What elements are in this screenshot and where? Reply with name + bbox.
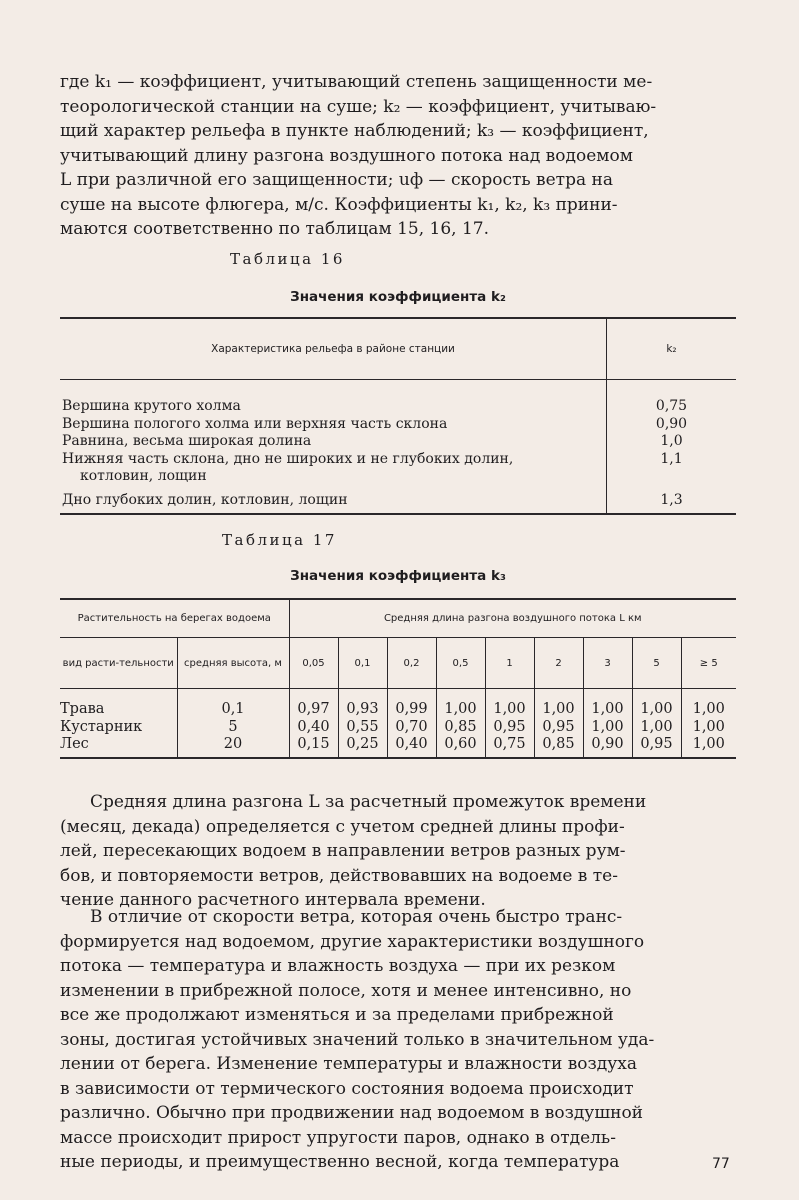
k3-value: 0,85 bbox=[534, 736, 583, 758]
text-line: суше на высоте флюгера, м/с. Коэффициенты k₁, k₂, k₃ прини- bbox=[60, 194, 618, 215]
k3-value: 1,00 bbox=[485, 689, 534, 719]
text-line: учитывающий длину разгона воздушного потока над водоемом bbox=[60, 145, 633, 166]
distance-header: 3 bbox=[583, 638, 632, 689]
distance-header: 0,2 bbox=[387, 638, 436, 689]
table17-label: Таблица 17 bbox=[222, 531, 337, 549]
text-line: бов, и повторяемости ветров, действовавших на водоеме в те- bbox=[60, 865, 618, 886]
table-row bbox=[60, 416, 736, 434]
vegetation-name: Трава bbox=[60, 701, 105, 717]
k2-value: 1,3 bbox=[607, 486, 737, 515]
text-line: В отличие от скорости ветра, которая очень быстро транс- bbox=[90, 907, 623, 927]
k3-value: 0,60 bbox=[436, 736, 485, 758]
relief-desc-line: котловин, лощин bbox=[80, 468, 207, 484]
distance-header: 0,05 bbox=[289, 638, 338, 689]
table17-header-height: средняя высота, м bbox=[177, 638, 289, 689]
table16-header-k2: k₂ bbox=[607, 318, 737, 380]
text-line: лей, пересекающих водоем в направлении ветров разных рум- bbox=[60, 841, 626, 861]
k3-value: 1,00 bbox=[632, 689, 681, 719]
table17-title: Значения коэффициента k₃ bbox=[290, 568, 506, 584]
relief-desc bbox=[60, 451, 607, 486]
table-row bbox=[60, 736, 736, 758]
text-line: формируется над водоемом, другие характеристики воздушного bbox=[60, 931, 645, 952]
vegetation-name: Лес bbox=[60, 736, 177, 758]
k2-value: 1,0 bbox=[660, 433, 683, 449]
k3-value: 1,00 bbox=[681, 689, 736, 719]
vegetation-name: Кустарник bbox=[60, 718, 143, 735]
vegetation-height: 20 bbox=[177, 736, 289, 758]
relief-desc: Вершина крутого холма bbox=[60, 380, 607, 416]
distance-header: 5 bbox=[632, 638, 681, 689]
text-line: массе происходит прирост упругости паров, однако в отдель- bbox=[60, 1127, 616, 1148]
text-line: теорологической станции на суше; k₂ — коэффициент, учитываю- bbox=[60, 96, 657, 117]
k3-value: 1,00 bbox=[681, 736, 736, 758]
table16-label: Таблица 16 bbox=[230, 250, 345, 268]
paragraph-fetch-length bbox=[60, 790, 736, 913]
distance-header: 2 bbox=[534, 638, 583, 689]
text-line: L при различной его защищенности; uф — скорость ветра на bbox=[60, 170, 613, 190]
k3-value: 0,99 bbox=[387, 689, 436, 719]
distance-header: 0,5 bbox=[436, 638, 485, 689]
table16 bbox=[60, 317, 736, 515]
table17-header-vegetation: Растительность на берегах водоема bbox=[60, 599, 289, 638]
vegetation-height: 5 bbox=[177, 719, 289, 737]
k3-value: 0,90 bbox=[583, 736, 632, 758]
text-line: различно. Обычно при продвижении над водоемом в воздушной bbox=[60, 1103, 644, 1123]
table16-title: Значения коэффициента k₂ bbox=[290, 289, 506, 305]
distance-header: 0,1 bbox=[338, 638, 387, 689]
k2-value: 0,90 bbox=[655, 415, 688, 432]
text-line: где k₁ — коэффициент, учитывающий степень защищенности ме- bbox=[60, 72, 653, 92]
text-line: щий характер рельефа в пункте наблюдений; k₃ — коэффициент, bbox=[60, 121, 649, 141]
text-line: все же продолжают изменяться и за пределами прибрежной bbox=[60, 1005, 614, 1025]
k3-value: 1,00 bbox=[583, 689, 632, 719]
k2-value: 0,75 bbox=[655, 398, 688, 414]
text-line: зоны, достигая устойчивых значений только в значительном уда- bbox=[60, 1029, 655, 1050]
table-row bbox=[60, 689, 736, 719]
table16-header-relief: Характеристика рельефа в районе станции bbox=[60, 318, 607, 380]
table-row bbox=[60, 380, 736, 416]
vegetation-height: 0,1 bbox=[177, 689, 289, 719]
table-row bbox=[60, 433, 736, 451]
relief-desc: Вершина пологого холма или верхняя часть склона bbox=[60, 416, 607, 434]
text-line: Средняя длина разгона L за расчетный промежуток времени bbox=[90, 792, 647, 812]
table-row bbox=[60, 719, 736, 737]
k3-value: 1,00 bbox=[436, 689, 485, 719]
table17-header-distance: Средняя длина разгона воздушного потока L км bbox=[289, 599, 736, 638]
k3-value: 0,97 bbox=[289, 689, 338, 719]
text-line: чение данного расчетного интервала времени. bbox=[60, 890, 486, 910]
distance-header: ≥ 5 bbox=[681, 638, 736, 689]
k2-value: 1,1 bbox=[660, 450, 683, 467]
table17 bbox=[60, 598, 736, 759]
k3-value: 0,70 bbox=[387, 719, 436, 737]
k3-value: 0,95 bbox=[485, 719, 534, 737]
relief-desc-line: Нижняя часть склона, дно не широких и не глубоких долин, bbox=[62, 450, 514, 467]
table-row bbox=[60, 451, 736, 486]
k3-value: 0,25 bbox=[338, 736, 387, 758]
distance-header: 1 bbox=[485, 638, 534, 689]
text-line: изменении в прибрежной полосе, хотя и менее интенсивно, но bbox=[60, 980, 632, 1001]
text-line: в зависимости от термического состояния водоема происходит bbox=[60, 1078, 634, 1099]
k3-value: 0,75 bbox=[485, 736, 534, 758]
table-row bbox=[60, 486, 736, 515]
paragraph-air-characteristics bbox=[60, 905, 736, 1175]
text-line: лении от берега. Изменение температуры и влажности воздуха bbox=[60, 1054, 637, 1074]
k3-value: 1,00 bbox=[632, 719, 681, 737]
text-line: ные периоды, и преимущественно весной, когда температура bbox=[60, 1152, 620, 1172]
k3-value: 0,15 bbox=[289, 736, 338, 758]
k3-value: 0,85 bbox=[436, 719, 485, 737]
text-line: (месяц, декада) определяется с учетом средней длины профи- bbox=[60, 816, 625, 837]
k3-value: 0,95 bbox=[632, 736, 681, 758]
text-line: маются соответственно по таблицам 15, 16, 17. bbox=[60, 219, 489, 239]
relief-desc: Дно глубоких долин, котловин, лощин bbox=[60, 486, 607, 515]
k3-value: 0,95 bbox=[534, 719, 583, 737]
page-number: 77 bbox=[712, 1156, 730, 1172]
text-line: потока — температура и влажность воздуха — при их резком bbox=[60, 956, 616, 976]
k3-value: 0,93 bbox=[338, 689, 387, 719]
table17-header-kind: вид расти-тельности bbox=[60, 638, 177, 689]
k3-value: 0,55 bbox=[338, 719, 387, 737]
paragraph-coefficients bbox=[60, 70, 736, 242]
relief-desc: Равнина, весьма широкая долина bbox=[60, 433, 607, 451]
k3-value: 1,00 bbox=[534, 689, 583, 719]
k3-value: 1,00 bbox=[681, 719, 736, 737]
k3-value: 1,00 bbox=[583, 719, 632, 737]
k3-value: 0,40 bbox=[289, 719, 338, 737]
k3-value: 0,40 bbox=[387, 736, 436, 758]
